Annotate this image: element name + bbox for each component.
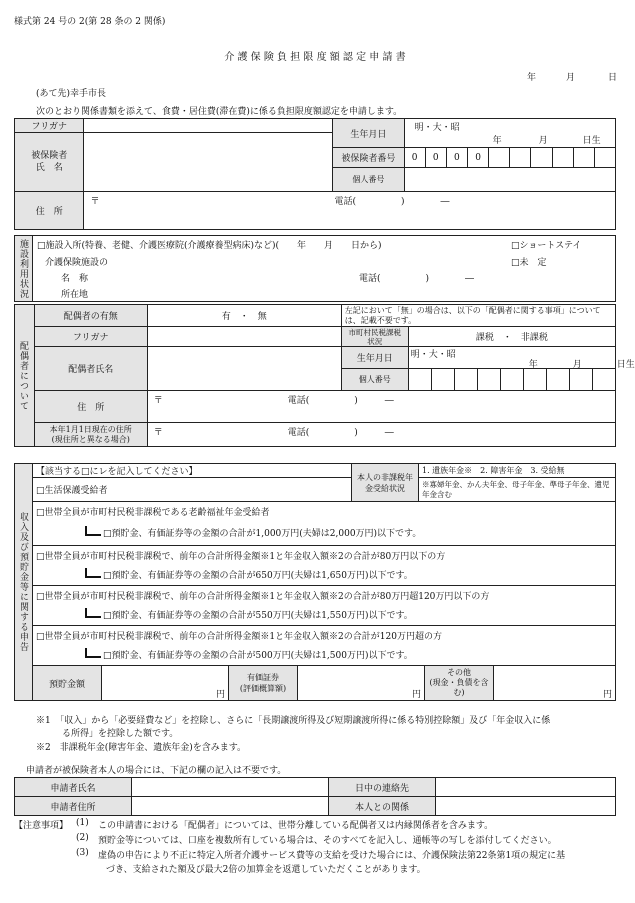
spouse-personal-box[interactable] <box>500 369 523 391</box>
spouse-personal-box[interactable] <box>454 369 477 391</box>
spouse-personal-box[interactable] <box>431 369 454 391</box>
option1-sub-row <box>85 526 421 539</box>
yen-unit: 円 <box>411 690 421 700</box>
spouse-birth-month: 月 <box>572 360 582 370</box>
pension-label: 本人の非課税年金受給状況 <box>352 464 419 502</box>
insured-number-box[interactable] <box>531 148 552 168</box>
insured-birth-label: 生年月日 <box>333 119 404 148</box>
other-assets-label: その他 (現金・負債を含む) <box>425 666 494 700</box>
date-year-label: 年 <box>527 73 537 83</box>
insured-table <box>14 118 616 230</box>
insured-number-box[interactable] <box>489 148 510 168</box>
spouse-section-label: 配偶者について <box>15 305 35 447</box>
insured-personal-label: 個人番号 <box>333 168 404 192</box>
spouse-address-label: 住 所 <box>34 391 147 423</box>
applicant-intro: 申請者が被保険者本人の場合には、下記の欄の記入は不要です。 <box>26 766 287 776</box>
option2[interactable]: □世帯全員が市町村民税非課税で、前年の合計所得金額※1と年金収入額※2の合計が80万円以下の方 <box>36 552 446 562</box>
insured-furigana-label: フリガナ <box>15 119 84 133</box>
option3-cell[interactable] <box>33 586 616 626</box>
facility-field[interactable] <box>33 236 616 302</box>
income-table <box>14 463 616 701</box>
yen-unit: 円 <box>602 690 612 700</box>
asset-row <box>33 666 616 701</box>
option4[interactable]: □世帯全員が市町村民税非課税で、前年の合計所得金額※1と年金収入額※2の合計が120万円超の方 <box>36 632 442 642</box>
option2-sub-row <box>85 568 413 581</box>
option4-cell[interactable] <box>33 626 616 666</box>
insured-number-box[interactable] <box>573 148 594 168</box>
check-header: 【該当する□にレを記入してください】 <box>33 464 352 478</box>
insured-number-digit: 0 <box>467 148 488 168</box>
facility-location-label: 所在地 <box>61 290 89 300</box>
arrow-icon <box>85 608 101 618</box>
spouse-name-field[interactable] <box>147 347 341 391</box>
caution-3b: づき、支給された額及び最大2倍の加算金を返還していただくことがあります。 <box>106 865 426 875</box>
page-title: 介 護 保 険 負 担 限 度 額 認 定 申 請 書 <box>224 52 406 63</box>
date-month-label: 月 <box>566 73 576 83</box>
welfare-option[interactable]: □生活保護受給者 <box>33 478 352 502</box>
insured-phone: 電話( ) ― <box>334 197 450 207</box>
option4-sub-row <box>85 648 413 661</box>
deposit-field[interactable] <box>102 666 229 700</box>
footnote-1b: る所得」を控除した額です。 <box>62 729 179 739</box>
short-stay-option[interactable]: □ショートステイ <box>511 241 582 251</box>
postal-mark: 〒 <box>153 396 163 406</box>
spouse-personal-box[interactable] <box>477 369 500 391</box>
insured-name-label: 被保険者 氏 名 <box>15 133 84 192</box>
other-assets-field[interactable] <box>494 666 616 700</box>
spouse-personal-box[interactable] <box>569 369 592 391</box>
spouse-note: 左記において「無」の場合は、以下の「配偶者に関する事項」については、記載不要です。 <box>341 305 615 327</box>
insured-birth-field[interactable] <box>404 119 615 148</box>
spouse-personal-box[interactable] <box>546 369 569 391</box>
pension-options[interactable]: 1. 遺族年金※ 2. 障害年金 3. 受給無 <box>419 464 616 478</box>
spouse-name-label: 配偶者氏名 <box>34 347 147 391</box>
caution-1: この申請書における「配偶者」については、世帯分離している配偶者又は内縁関係者を含みます。 <box>98 821 494 831</box>
option4-sub[interactable]: □預貯金、有価証券等の金額の合計が500万円(夫婦は1,500万円)以下です。 <box>103 651 413 661</box>
caution-1-number: (1) <box>76 818 89 828</box>
spouse-era: 明・大・昭 <box>410 350 456 360</box>
spouse-table <box>14 304 635 447</box>
date-day-label: 日 <box>608 73 618 83</box>
spouse-personal-box[interactable] <box>523 369 546 391</box>
insured-personal-field[interactable] <box>404 168 615 192</box>
applicant-name-label: 申請者氏名 <box>15 778 132 797</box>
facility-table <box>14 235 616 302</box>
applicant-address-label: 申請者住所 <box>15 797 132 816</box>
facility-admission-option[interactable]: □施設入所(特養、老健、介護医療院(介護療養型病床)など)( 年 月 日から) <box>37 241 382 251</box>
option2-cell[interactable] <box>33 546 616 586</box>
applicant-relation-label: 本人との関係 <box>329 797 436 816</box>
caution-3: 虚偽の申告により不正に特定入所者介護サービス費等の支給を受けた場合には、介護保険法第22条第1項の規定に基 <box>98 851 566 861</box>
applicant-relation-field[interactable] <box>436 797 616 816</box>
facility-name-label: 名 称 <box>61 274 89 284</box>
yen-unit: 円 <box>215 690 225 700</box>
asset-inner-table <box>33 666 615 700</box>
postal-mark: 〒 <box>90 197 100 207</box>
facility-name-header: 介護保険施設の <box>45 258 109 268</box>
insured-number-box[interactable] <box>594 148 615 168</box>
arrow-icon <box>85 568 101 578</box>
addressee: (あて先)幸手市長 <box>36 89 107 99</box>
spouse-phone: 電話( ) ― <box>287 396 394 406</box>
insured-number-box[interactable] <box>552 148 573 168</box>
pension-note: ※寡婦年金、かん夫年金、母子年金、準母子年金、遺児年金含む <box>419 478 616 502</box>
option1-cell[interactable] <box>33 502 616 546</box>
spouse-personal-label: 個人番号 <box>341 369 408 391</box>
applicant-contact-label: 日中の連絡先 <box>329 778 436 797</box>
insured-birth-year: 年 <box>492 136 502 146</box>
spouse-birth-label: 生年月日 <box>341 347 408 369</box>
caution-3-number: (3) <box>76 848 89 858</box>
deposit-label: 預貯金額 <box>33 666 102 700</box>
caution-2: 預貯金等については、口座を複数所有している場合は、そのすべてを記入し、通帳等の写しを添付してください。 <box>98 836 557 846</box>
facility-phone: 電話( ) ― <box>359 274 475 284</box>
option2-sub[interactable]: □預貯金、有価証券等の金額の合計が650万円(夫婦は1,650万円)以下です。 <box>103 571 413 581</box>
footnote-1: ※1 「収入」から「必要経費など」を控除し、さらに「長期譲渡所得及び短期譲渡所得に係る特別控除額」及び「年金収入に係 <box>36 716 551 726</box>
insured-era: 明・大・昭 <box>414 123 460 133</box>
spouse-has-label: 配偶者の有無 <box>34 305 147 327</box>
option3[interactable]: □世帯全員が市町村民税非課税で、前年の合計所得金額※1と年金収入額※2の合計が80万円超120万円以下の方 <box>36 592 490 602</box>
applicant-table <box>14 777 616 816</box>
insured-number-digit: 0 <box>425 148 446 168</box>
insured-number-digit: 0 <box>446 148 467 168</box>
securities-label: 有価証券 (評価概算額) <box>229 666 298 700</box>
spouse-tax-label: 市町村民税課税状況 <box>341 327 408 347</box>
spouse-has-field[interactable]: 有 ・ 無 <box>147 305 341 327</box>
spouse-prev-address-field[interactable] <box>147 423 615 447</box>
insured-address-field[interactable] <box>84 192 616 230</box>
facility-section-label: 施設利用状況 <box>15 236 33 302</box>
spouse-prev-address-label: 本年1月1日現在の住所 (現住所と異なる場合) <box>34 423 147 447</box>
footnote-2: ※2 非課税年金(障害年金、遺族年金)を含みます。 <box>36 743 247 753</box>
insured-number-label: 被保険者番号 <box>333 148 404 168</box>
caution-2-number: (2) <box>76 833 89 843</box>
insured-number-box[interactable] <box>510 148 531 168</box>
arrow-icon <box>85 648 101 658</box>
insured-furigana-field[interactable] <box>84 119 333 133</box>
spouse-furigana-label: フリガナ <box>34 327 147 347</box>
option1-sub[interactable]: □預貯金、有価証券等の金額の合計が1,000万円(夫婦は2,000万円)以下です。 <box>103 529 422 539</box>
spouse-tax-field[interactable]: 課税 ・ 非課税 <box>408 327 615 347</box>
applicant-address-field[interactable] <box>132 797 329 816</box>
insured-address-label: 住 所 <box>15 192 84 230</box>
spouse-prev-phone: 電話( ) ― <box>287 428 394 438</box>
spouse-personal-box[interactable] <box>592 369 615 391</box>
spouse-furigana-field[interactable] <box>147 327 341 347</box>
option3-sub-row <box>85 608 413 621</box>
applicant-name-field[interactable] <box>132 778 329 797</box>
insured-birth-month: 月 <box>538 136 548 146</box>
form-number: 様式第 24 号の 2(第 28 条の 2 関係) <box>14 17 166 27</box>
spouse-birth-day: 日生 <box>616 360 635 370</box>
spouse-address-field[interactable] <box>147 391 615 423</box>
insured-birth-day: 日生 <box>582 136 601 146</box>
income-section-label: 収入及び預貯金等に関する申告 <box>15 464 33 701</box>
option3-sub[interactable]: □預貯金、有価証券等の金額の合計が550万円(夫婦は1,550万円)以下です。 <box>103 611 413 621</box>
applicant-contact-field[interactable] <box>436 778 616 797</box>
insured-name-field[interactable] <box>84 133 333 192</box>
securities-field[interactable] <box>298 666 425 700</box>
postal-mark: 〒 <box>153 428 163 438</box>
cautions-header: 【注意事項】 <box>14 821 69 831</box>
undetermined-option[interactable]: □未 定 <box>511 258 547 268</box>
intro-text: 次のとおり関係書類を添えて、食費・居住費(滞在費)に係る負担限度額認定を申請します。 <box>36 107 403 117</box>
spouse-personal-box[interactable] <box>408 369 431 391</box>
arrow-icon <box>85 526 101 536</box>
insured-number-digit: 0 <box>404 148 425 168</box>
spouse-birth-field[interactable] <box>408 347 635 370</box>
spouse-birth-year: 年 <box>528 360 538 370</box>
option1[interactable]: □世帯全員が市町村民税非課税である老齢福祉年金受給者 <box>36 508 270 518</box>
